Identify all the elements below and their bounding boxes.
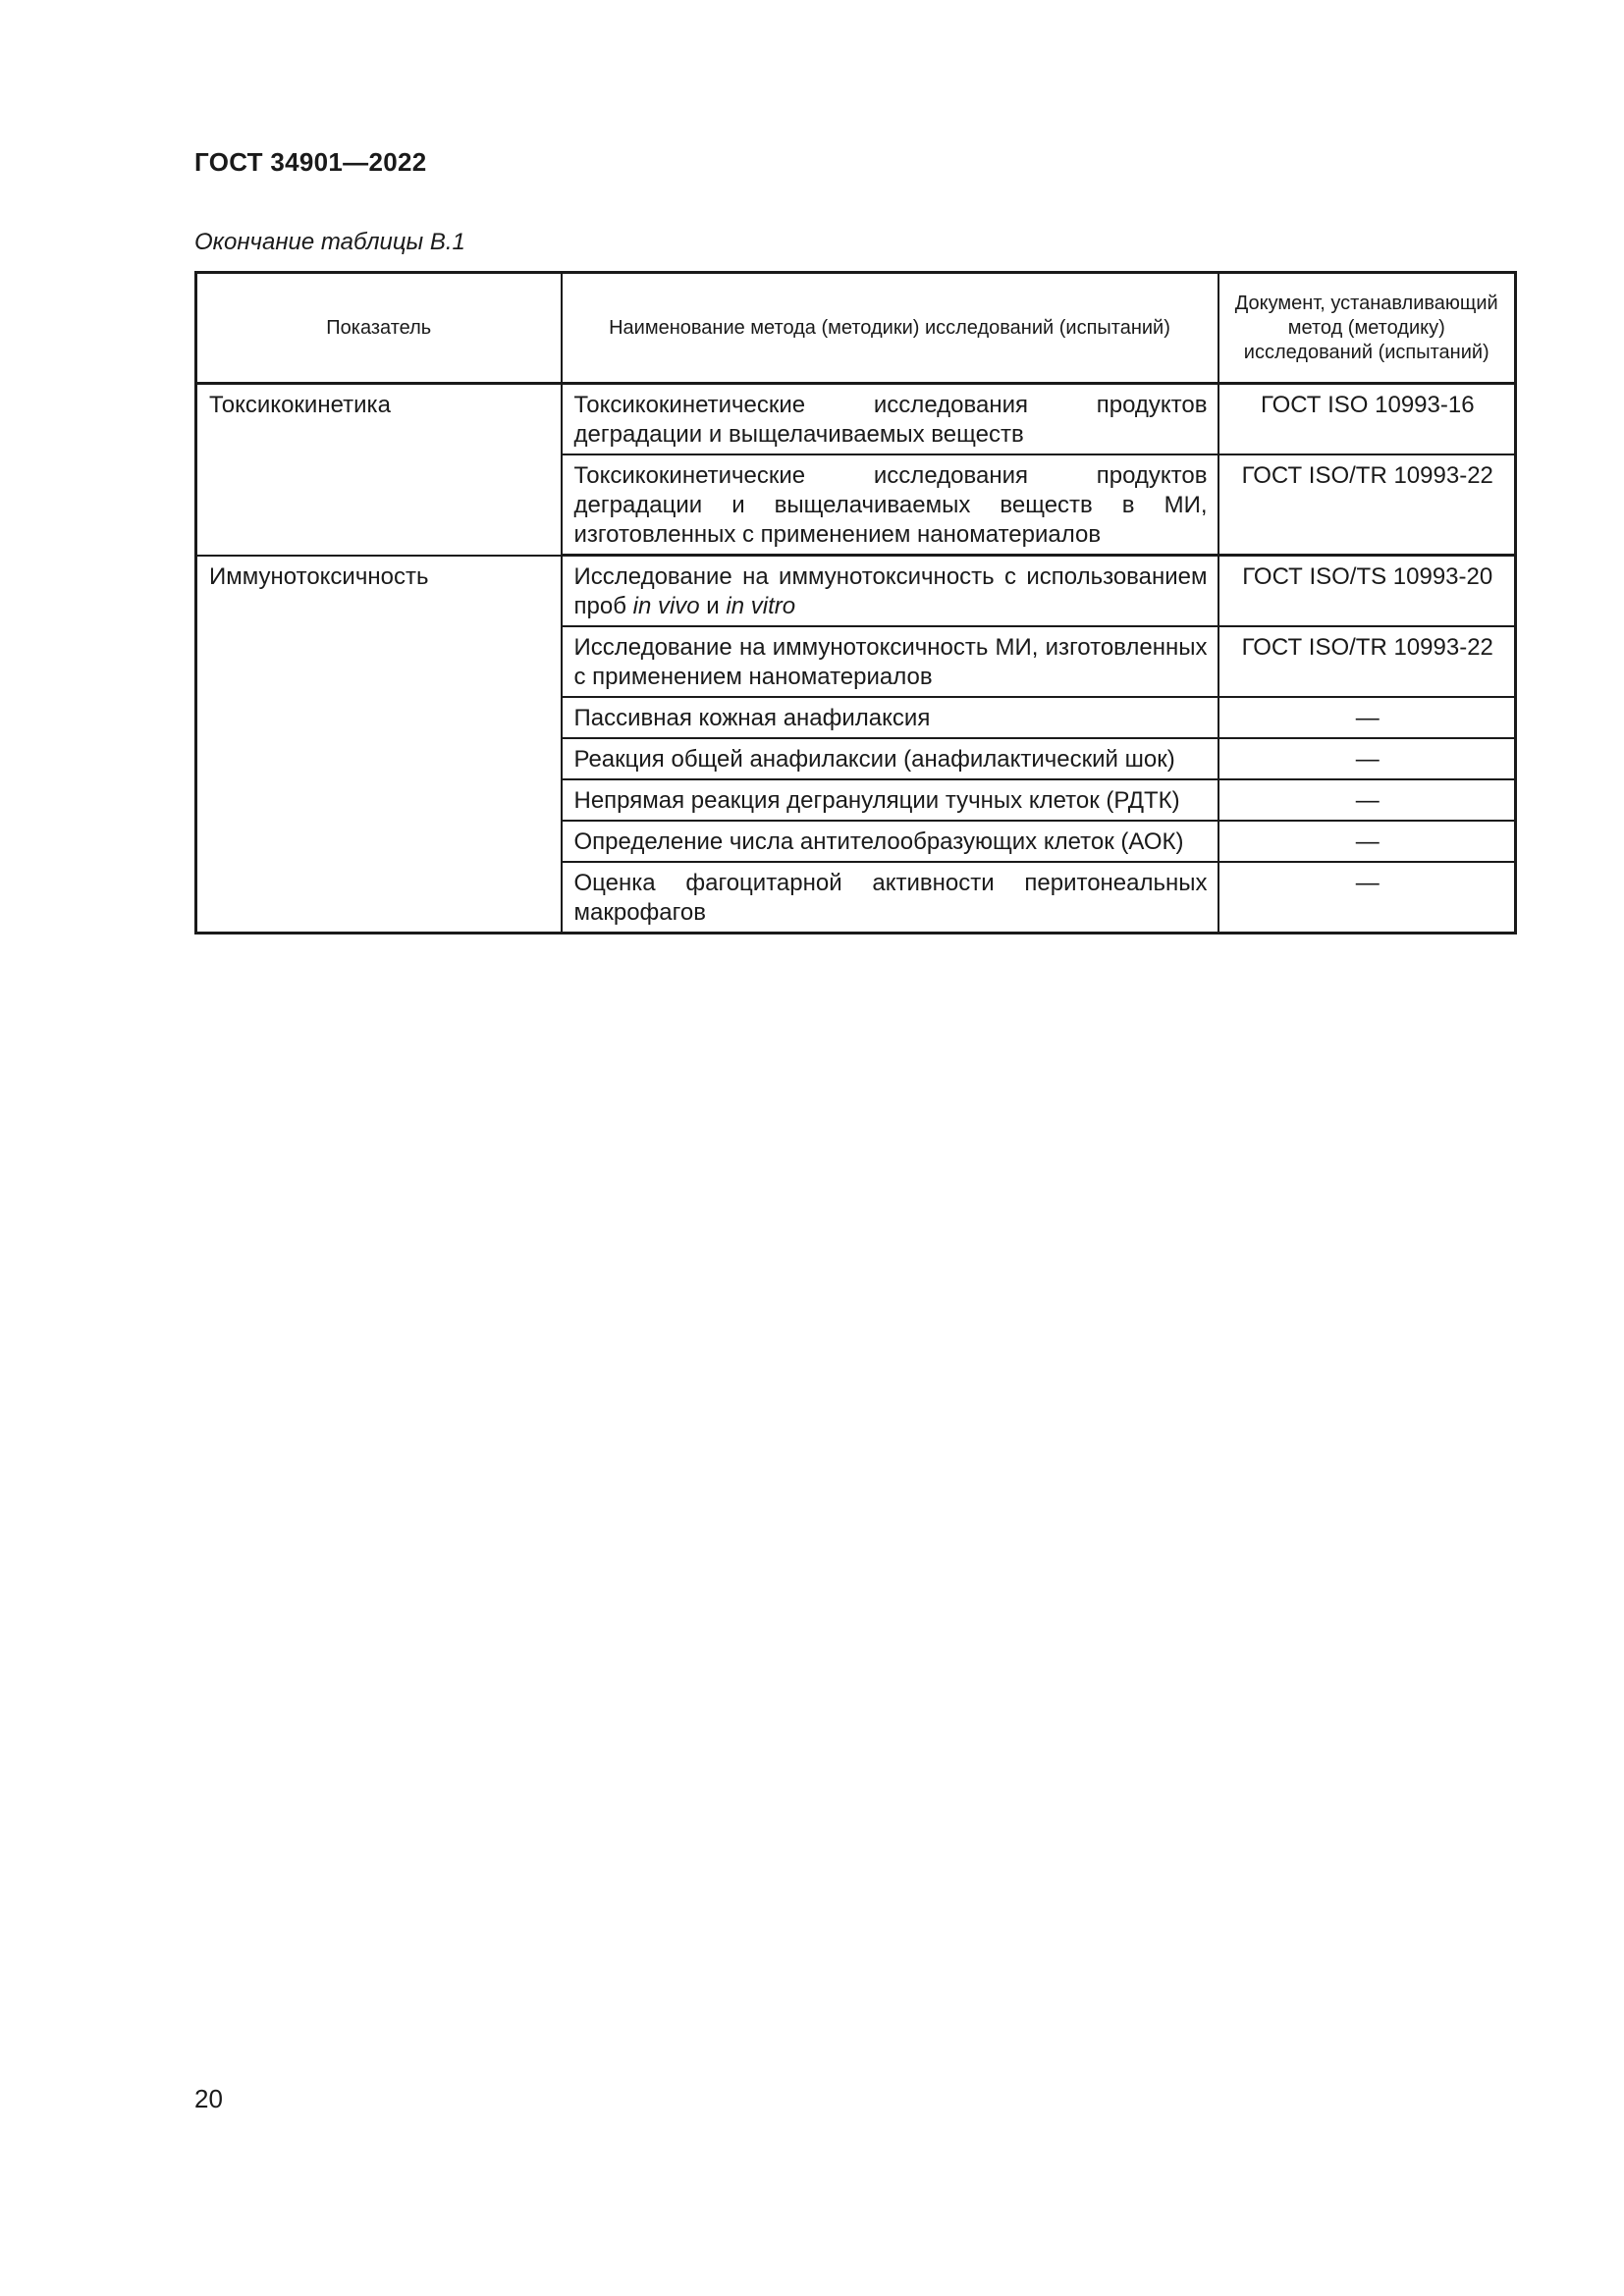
method-term-in-vitro: in vitro [726, 593, 796, 619]
column-header-indicator: Показатель [196, 273, 562, 384]
method-cell [562, 556, 1218, 627]
document-cell: — [1218, 862, 1516, 934]
methods-table [194, 271, 1517, 934]
document-cell: — [1218, 779, 1516, 821]
method-term-in-vivo: in vivo [632, 593, 700, 619]
method-text: Исследование на иммунотоксичность с использованием проб [573, 563, 1208, 619]
table-row [196, 384, 1516, 455]
indicator-cell: Иммунотоксичность [196, 556, 562, 934]
document-cell: ГОСТ ISO 10993-16 [1218, 384, 1516, 455]
table-header-row [196, 273, 1516, 384]
document-header: ГОСТ 34901—2022 [194, 147, 427, 177]
document-cell: ГОСТ ISO/TR 10993-22 [1218, 454, 1516, 556]
table-row [196, 556, 1516, 627]
indicator-cell: Токсикокинетика [196, 384, 562, 556]
method-cell: Токсикокинетические исследования продуктов деградации и выщелачиваемых веществ в МИ, изготовленных с применением наноматериалов [562, 454, 1218, 556]
method-cell: Реакция общей анафилаксии (анафилактический шок) [562, 738, 1218, 779]
column-header-method: Наименование метода (методики) исследований (испытаний) [562, 273, 1218, 384]
document-cell: — [1218, 738, 1516, 779]
page-number: 20 [194, 2084, 223, 2113]
document-cell: ГОСТ ISO/TR 10993-22 [1218, 626, 1516, 697]
method-cell: Непрямая реакция дегрануляции тучных клеток (РДТК) [562, 779, 1218, 821]
document-cell: ГОСТ ISO/TS 10993-20 [1218, 556, 1516, 627]
table-caption: Окончание таблицы В.1 [194, 229, 465, 255]
column-header-document: Документ, устанавливающий метод (методику) исследований (испытаний) [1218, 273, 1516, 384]
method-cell: Токсикокинетические исследования продуктов деградации и выщелачиваемых веществ [562, 384, 1218, 455]
document-cell: — [1218, 821, 1516, 862]
method-cell: Оценка фагоцитарной активности перитонеальных макрофагов [562, 862, 1218, 934]
method-cell: Исследование на иммунотоксичность МИ, изготовленных с применением наноматериалов [562, 626, 1218, 697]
document-cell: — [1218, 697, 1516, 738]
method-cell: Определение числа антителообразующих клеток (АОК) [562, 821, 1218, 862]
method-text: и [699, 593, 727, 619]
method-cell: Пассивная кожная анафилаксия [562, 697, 1218, 738]
